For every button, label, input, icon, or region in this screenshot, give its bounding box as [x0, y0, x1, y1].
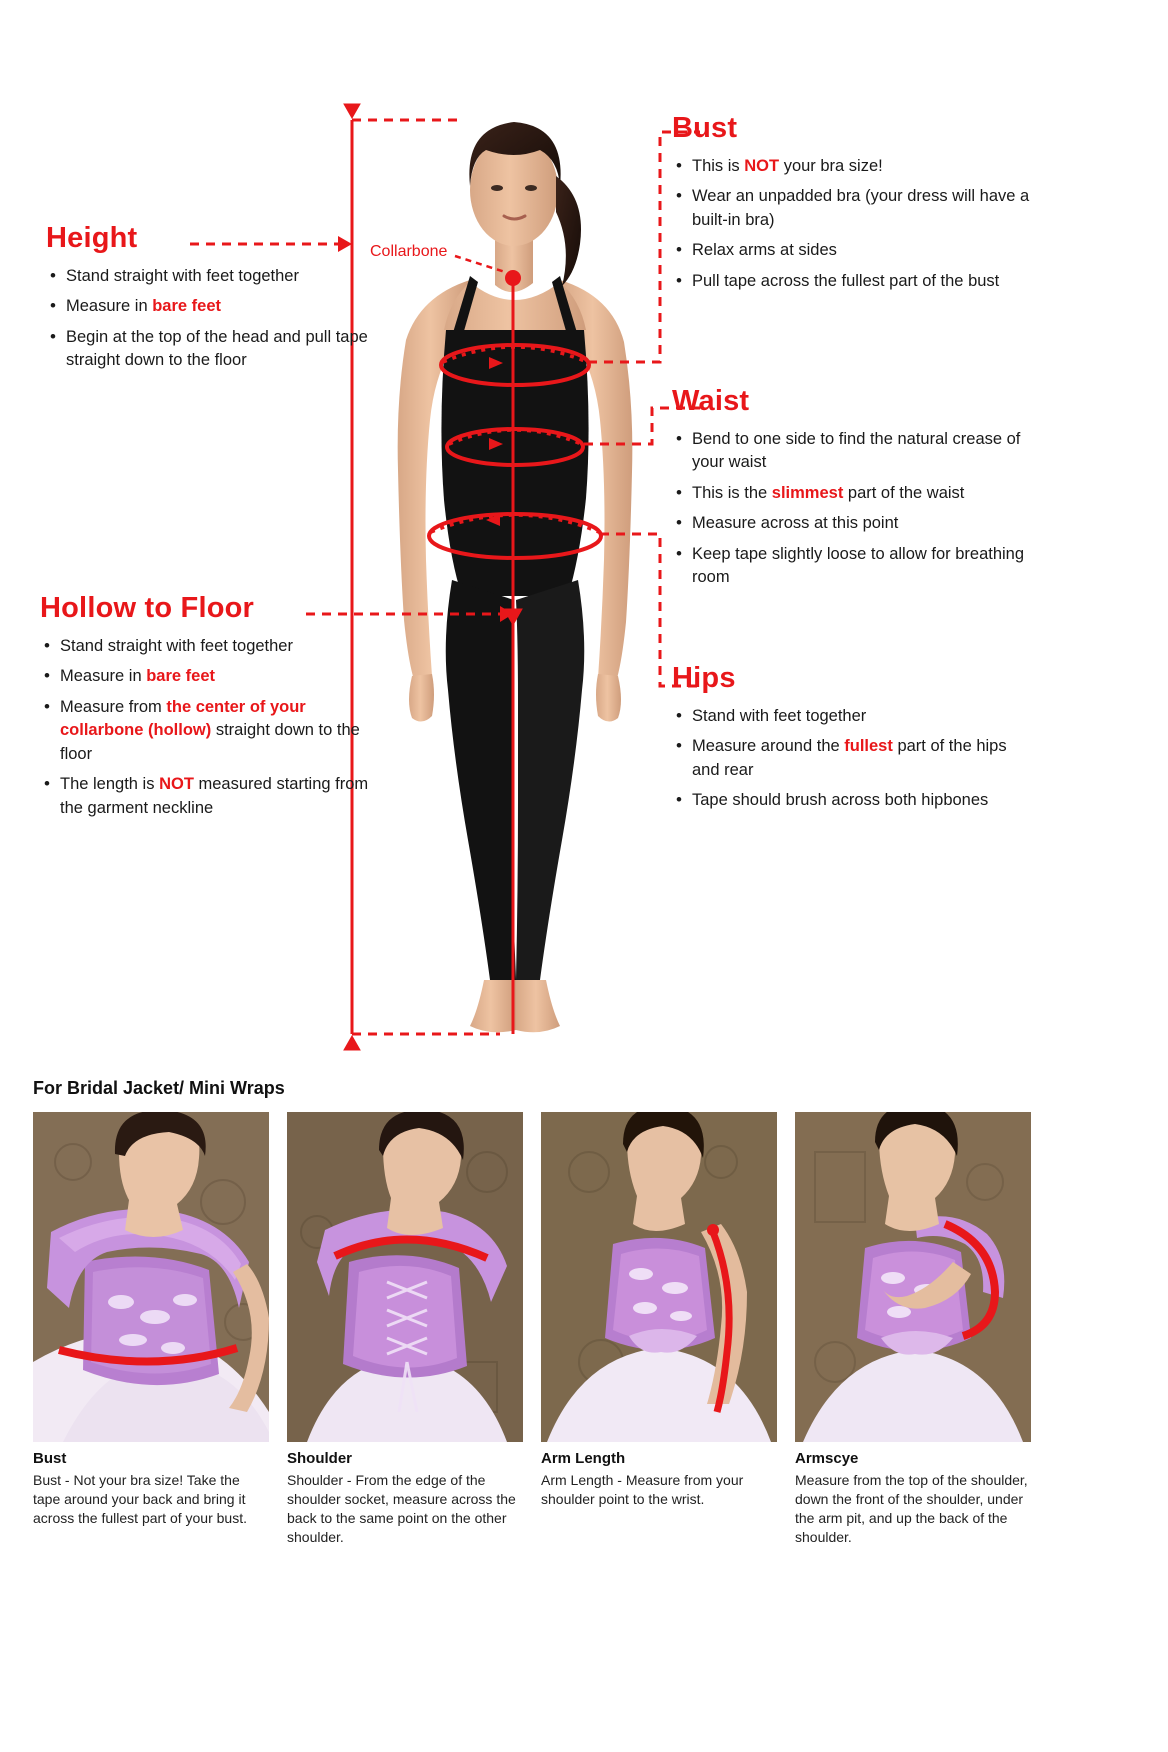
list-item: • Measure around the fullest part of the hips and rear [672, 735, 1032, 782]
section-hollow-title: Hollow to Floor [40, 592, 255, 624]
list-item: • This is NOT your bra size! [672, 155, 1032, 178]
list-item: • Measure from the center of your collarbone (hollow) straight down to the floor [40, 696, 380, 766]
section-height-list [46, 265, 376, 373]
bridal-card-list [33, 1112, 1139, 1547]
bridal-card-bust [33, 1112, 269, 1547]
bridal-photo-armscye [795, 1112, 1031, 1442]
section-hollow-list [40, 635, 380, 820]
bridal-card-shoulder [287, 1112, 523, 1547]
list-item: • Stand with feet together [672, 705, 1032, 728]
section-bust-title: Bust [672, 112, 738, 144]
bridal-card-title: Arm Length [541, 1450, 626, 1467]
bridal-card-title: Shoulder [287, 1450, 353, 1467]
list-item: • Pull tape across the fullest part of the bust [672, 270, 1032, 293]
bridal-card-text: Arm Length - Measure from your shoulder point to the wrist. [541, 1472, 744, 1507]
section-waist-title: Waist [672, 385, 750, 417]
list-item: • Wear an unpadded bra (your dress will have a built-in bra) [672, 185, 1032, 232]
bridal-card-text: Measure from the top of the shoulder, down the front of the shoulder, under the arm pit, and up the back of the shoulder. [795, 1472, 1028, 1545]
list-item: • Stand straight with feet together [40, 635, 380, 658]
bridal-card-armscye [795, 1112, 1031, 1547]
section-waist [672, 385, 1052, 597]
list-item: • Keep tape slightly loose to allow for breathing room [672, 543, 1052, 590]
bridal-photo-shoulder [287, 1112, 523, 1442]
bridal-card-arm-length [541, 1112, 777, 1547]
section-hips-title: Hips [672, 662, 736, 694]
bridal-card-text: Bust - Not your bra size! Take the tape around your back and bring it across the fullest part of your bust. [33, 1472, 247, 1526]
section-waist-list [672, 428, 1052, 590]
section-bust-list [672, 155, 1032, 293]
bridal-photo-bust [33, 1112, 269, 1442]
section-hips-list [672, 705, 1032, 813]
list-item: • Relax arms at sides [672, 239, 1032, 262]
list-item: • The length is NOT measured starting from the garment neckline [40, 773, 380, 820]
bridal-card-text: Shoulder - From the edge of the shoulder socket, measure across the back to the same point on the other shoulder. [287, 1472, 516, 1545]
bridal-photo-arm-length [541, 1112, 777, 1442]
section-height [46, 222, 376, 380]
list-item: • Measure across at this point [672, 512, 1052, 535]
section-hollow-to-floor [40, 592, 380, 827]
list-item: • Begin at the top of the head and pull tape straight down to the floor [46, 326, 376, 373]
list-item: • Tape should brush across both hipbones [672, 789, 1032, 812]
section-height-title: Height [46, 222, 138, 254]
list-item: • Measure in bare feet [46, 295, 376, 318]
bridal-card-title: Bust [33, 1450, 67, 1467]
section-bust [672, 112, 1032, 300]
list-item: • Measure in bare feet [40, 665, 380, 688]
bridal-section-title: For Bridal Jacket/ Mini Wraps [33, 1078, 285, 1098]
collarbone-label: Collarbone [370, 243, 448, 260]
list-item: • This is the slimmest part of the waist [672, 482, 1052, 505]
list-item: • Bend to one side to find the natural crease of your waist [672, 428, 1052, 475]
list-item: • Stand straight with feet together [46, 265, 376, 288]
section-hips [672, 662, 1032, 820]
bridal-card-title: Armscye [795, 1450, 859, 1467]
